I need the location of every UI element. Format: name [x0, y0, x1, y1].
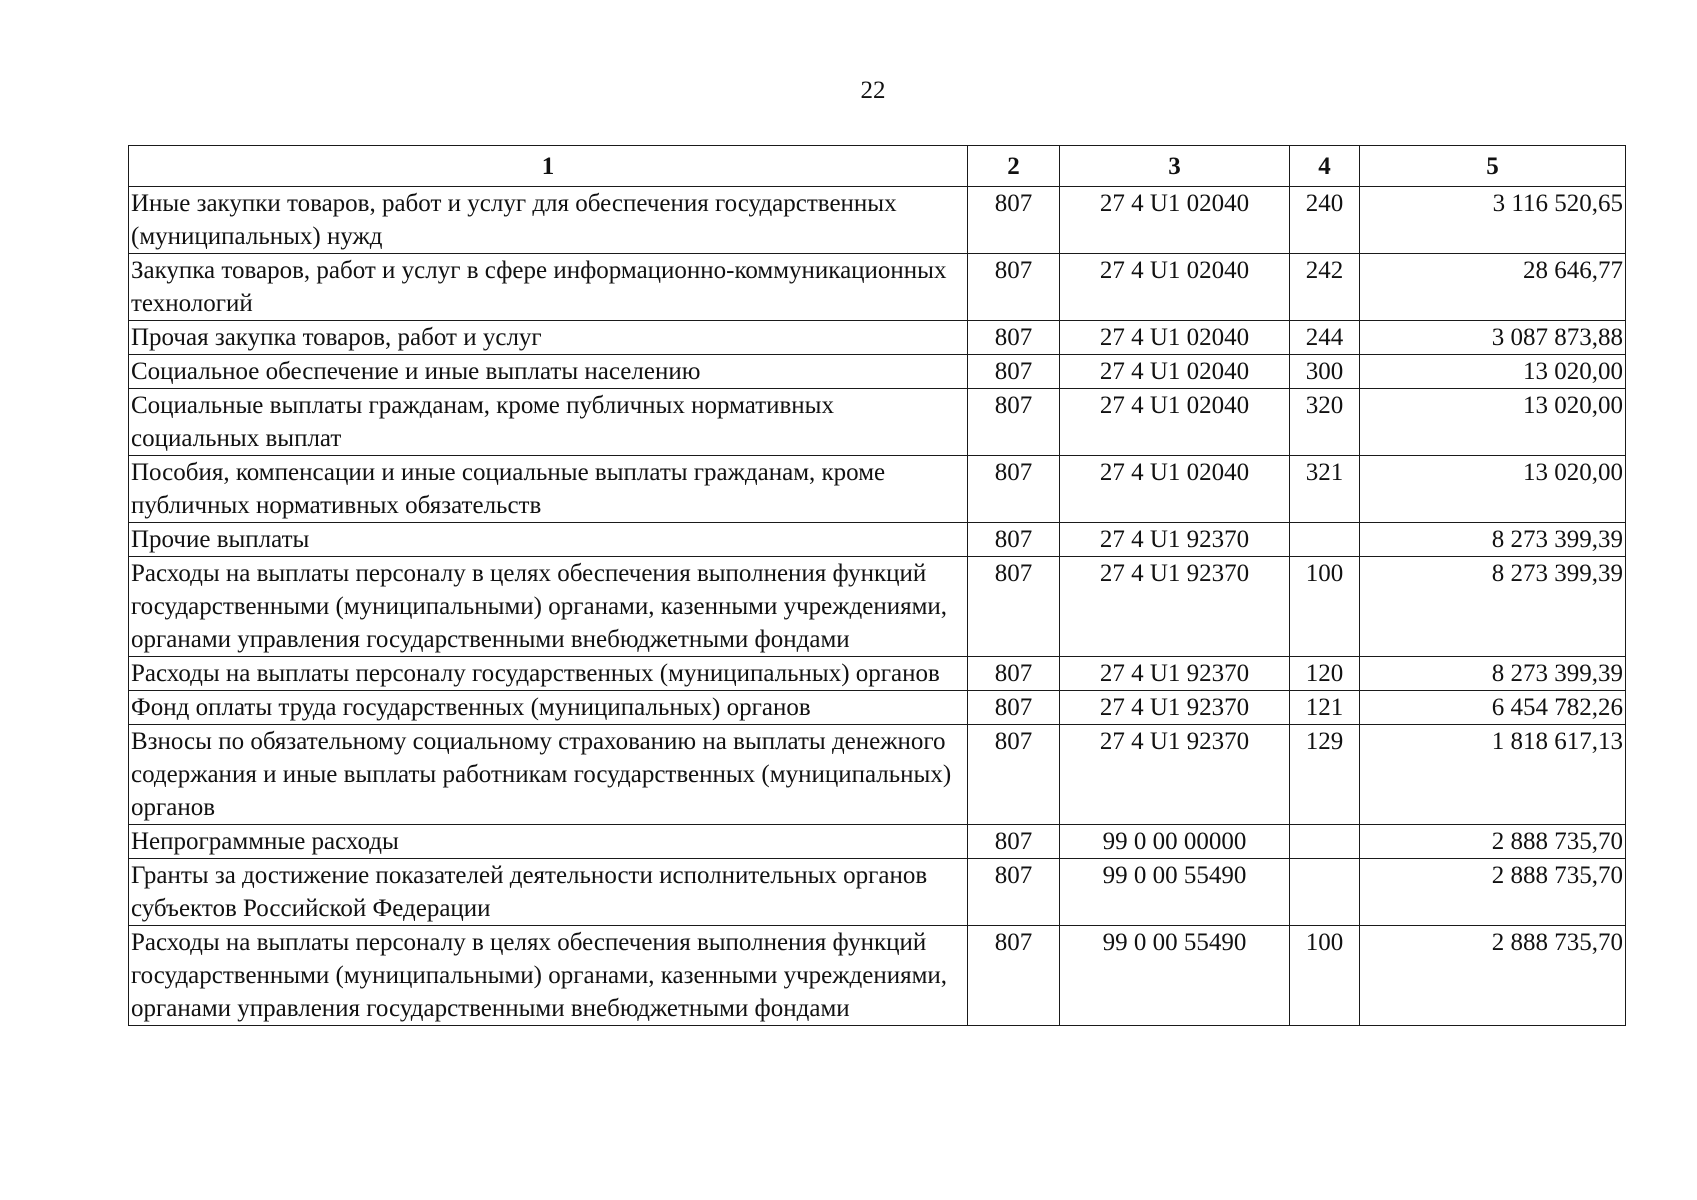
- row-name: Непрограммные расходы: [129, 825, 968, 859]
- table-row: [129, 321, 1626, 355]
- table-row: [129, 657, 1626, 691]
- row-csr: 99 0 00 00000: [1060, 825, 1290, 859]
- row-ved: 807: [968, 926, 1060, 1026]
- row-sum: 8 273 399,39: [1360, 557, 1626, 657]
- table-row: [129, 725, 1626, 825]
- row-vr: 321: [1290, 456, 1360, 523]
- table-row: [129, 557, 1626, 657]
- table-row: [129, 691, 1626, 725]
- row-vr: [1290, 825, 1360, 859]
- row-vr: 320: [1290, 389, 1360, 456]
- row-ved: 807: [968, 557, 1060, 657]
- table-row: [129, 456, 1626, 523]
- row-csr: 27 4 U1 92370: [1060, 691, 1290, 725]
- row-ved: 807: [968, 657, 1060, 691]
- row-sum: 28 646,77: [1360, 254, 1626, 321]
- row-name: Расходы на выплаты персоналу государственных (муниципальных) органов: [129, 657, 968, 691]
- row-sum: 13 020,00: [1360, 456, 1626, 523]
- table-row: [129, 926, 1626, 1026]
- table-row: [129, 523, 1626, 557]
- table-row: [129, 825, 1626, 859]
- row-ved: 807: [968, 355, 1060, 389]
- row-vr: 120: [1290, 657, 1360, 691]
- row-sum: 13 020,00: [1360, 389, 1626, 456]
- row-sum: 6 454 782,26: [1360, 691, 1626, 725]
- row-ved: 807: [968, 725, 1060, 825]
- row-ved: 807: [968, 825, 1060, 859]
- row-name: Фонд оплаты труда государственных (муниципальных) органов: [129, 691, 968, 725]
- row-name: Взносы по обязательному социальному страхованию на выплаты денежного содержания и иные выплаты работникам государственных (муниципальных) органов: [129, 725, 968, 825]
- row-csr: 27 4 U1 92370: [1060, 557, 1290, 657]
- row-ved: 807: [968, 523, 1060, 557]
- table-row: [129, 389, 1626, 456]
- row-name: Расходы на выплаты персоналу в целях обеспечения выполнения функций государственными (муниципальными) органами, казенными учреждениями, органами управления государственными внебюджетными фондами: [129, 926, 968, 1026]
- row-ved: 807: [968, 321, 1060, 355]
- row-vr: 100: [1290, 557, 1360, 657]
- row-ved: 807: [968, 456, 1060, 523]
- row-name: Пособия, компенсации и иные социальные выплаты гражданам, кроме публичных нормативных обязательств: [129, 456, 968, 523]
- row-ved: 807: [968, 859, 1060, 926]
- row-sum: 2 888 735,70: [1360, 825, 1626, 859]
- row-vr: 240: [1290, 187, 1360, 254]
- row-sum: 2 888 735,70: [1360, 926, 1626, 1026]
- header-col-2: 2: [968, 146, 1060, 187]
- row-sum: 13 020,00: [1360, 355, 1626, 389]
- row-vr: 121: [1290, 691, 1360, 725]
- row-vr: 300: [1290, 355, 1360, 389]
- table-row: [129, 355, 1626, 389]
- table-row: [129, 254, 1626, 321]
- row-sum: 8 273 399,39: [1360, 523, 1626, 557]
- table-header-row: [129, 146, 1626, 187]
- row-name: Закупка товаров, работ и услуг в сфере информационно-коммуникационных технологий: [129, 254, 968, 321]
- row-name: Прочая закупка товаров, работ и услуг: [129, 321, 968, 355]
- row-sum: 2 888 735,70: [1360, 859, 1626, 926]
- header-col-5: 5: [1360, 146, 1626, 187]
- row-vr: 129: [1290, 725, 1360, 825]
- header-col-3: 3: [1060, 146, 1290, 187]
- row-vr: [1290, 859, 1360, 926]
- row-csr: 27 4 U1 02040: [1060, 456, 1290, 523]
- row-csr: 99 0 00 55490: [1060, 859, 1290, 926]
- row-ved: 807: [968, 389, 1060, 456]
- row-csr: 27 4 U1 02040: [1060, 321, 1290, 355]
- row-sum: 3 116 520,65: [1360, 187, 1626, 254]
- page-number: 22: [860, 77, 886, 104]
- row-ved: 807: [968, 187, 1060, 254]
- row-vr: 244: [1290, 321, 1360, 355]
- row-csr: 27 4 U1 02040: [1060, 187, 1290, 254]
- row-vr: 100: [1290, 926, 1360, 1026]
- row-name: Социальные выплаты гражданам, кроме публичных нормативных социальных выплат: [129, 389, 968, 456]
- row-sum: 8 273 399,39: [1360, 657, 1626, 691]
- table-row: [129, 859, 1626, 926]
- row-name: Расходы на выплаты персоналу в целях обеспечения выполнения функций государственными (муниципальными) органами, казенными учреждениями, органами управления государственными внебюджетными фондами: [129, 557, 968, 657]
- row-csr: 99 0 00 55490: [1060, 926, 1290, 1026]
- row-csr: 27 4 U1 02040: [1060, 355, 1290, 389]
- row-name: Прочие выплаты: [129, 523, 968, 557]
- row-csr: 27 4 U1 02040: [1060, 389, 1290, 456]
- row-csr: 27 4 U1 92370: [1060, 523, 1290, 557]
- row-sum: 3 087 873,88: [1360, 321, 1626, 355]
- row-ved: 807: [968, 254, 1060, 321]
- row-csr: 27 4 U1 92370: [1060, 725, 1290, 825]
- budget-table: [128, 145, 1626, 1026]
- row-csr: 27 4 U1 02040: [1060, 254, 1290, 321]
- row-ved: 807: [968, 691, 1060, 725]
- table-row: [129, 187, 1626, 254]
- row-vr: [1290, 523, 1360, 557]
- row-vr: 242: [1290, 254, 1360, 321]
- row-sum: 1 818 617,13: [1360, 725, 1626, 825]
- row-csr: 27 4 U1 92370: [1060, 657, 1290, 691]
- row-name: Иные закупки товаров, работ и услуг для обеспечения государственных (муниципальных) нужд: [129, 187, 968, 254]
- header-col-1: 1: [129, 146, 968, 187]
- row-name: Социальное обеспечение и иные выплаты населению: [129, 355, 968, 389]
- header-col-4: 4: [1290, 146, 1360, 187]
- row-name: Гранты за достижение показателей деятельности исполнительных органов субъектов Российской Федерации: [129, 859, 968, 926]
